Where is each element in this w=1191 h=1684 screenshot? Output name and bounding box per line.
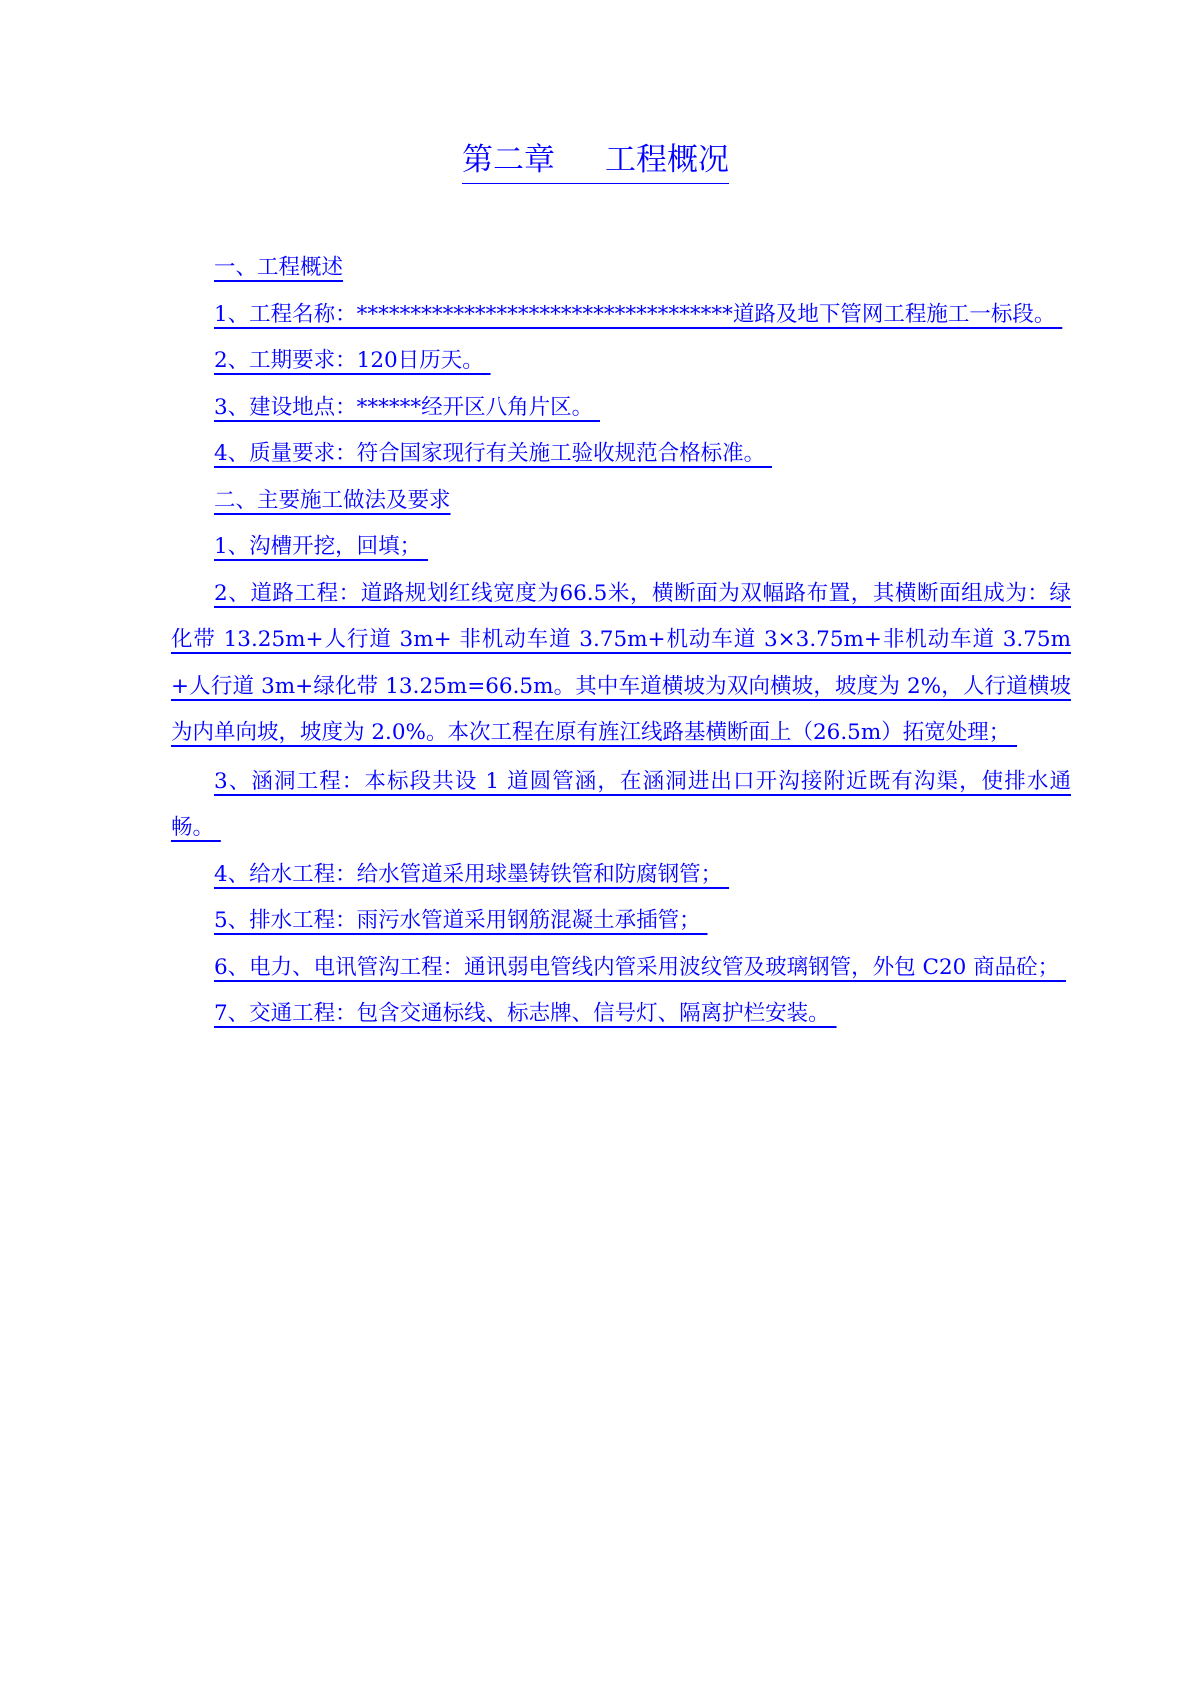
chapter-name: 工程概况 xyxy=(605,142,729,178)
location-item: 3、建设地点：******经开区八角片区。 xyxy=(214,394,601,420)
chapter-title xyxy=(0,140,1191,184)
road-works-item: 2、道路工程：道路规划红线宽度为66.5米，横断面为双幅路布置，其横断面组成为：绿化带 13.25m+人行道 3m+ 非机动车道 3.75m+机动车道 3×3.75m+非机动车道 3.75m+人行道 3m+绿化带 13.25m=66.5m。其中车道横坡为双向横坡，坡度为 2%，人行道横坡为内单向坡，坡度为 2.0%。本次工程在原有旌江线路基横断面上（26.5m）拓宽处理； xyxy=(171,580,1071,745)
document-body xyxy=(171,245,1071,1038)
culvert-item: 3、涵洞工程：本标段共设 1 道圆管涵，在涵洞进出口开沟接附近既有沟渠，使排水通畅。 xyxy=(171,768,1071,840)
water-supply-item: 4、给水工程：给水管道采用球墨铸铁管和防腐钢管； xyxy=(214,861,730,887)
section-heading-methods: 二、主要施工做法及要求 xyxy=(214,487,451,513)
traffic-item: 7、交通工程：包含交通标线、标志牌、信号灯、隔离护栏安装。 xyxy=(214,1001,837,1026)
drainage-item: 5、排水工程：雨污水管道采用钢筋混凝土承插管； xyxy=(214,908,708,933)
chapter-title-underline xyxy=(462,140,729,184)
trench-item: 1、沟槽开挖，回填； xyxy=(214,534,429,559)
schedule-item: 2、工期要求：120日历天。 xyxy=(214,348,491,373)
power-telecom-item: 6、电力、电讯管沟工程：通讯弱电管线内管采用波纹管及玻璃钢管，外包 C20 商品砼； xyxy=(214,954,1066,980)
section-heading-overview: 一、工程概述 xyxy=(214,255,344,280)
project-name-item: 1、工程名称：***********************************道路及地下管网工程施工一标段。 xyxy=(214,301,1063,327)
chapter-number: 第二章 xyxy=(462,142,555,178)
quality-item: 4、质量要求：符合国家现行有关施工验收规范合格标准。 xyxy=(214,441,773,466)
